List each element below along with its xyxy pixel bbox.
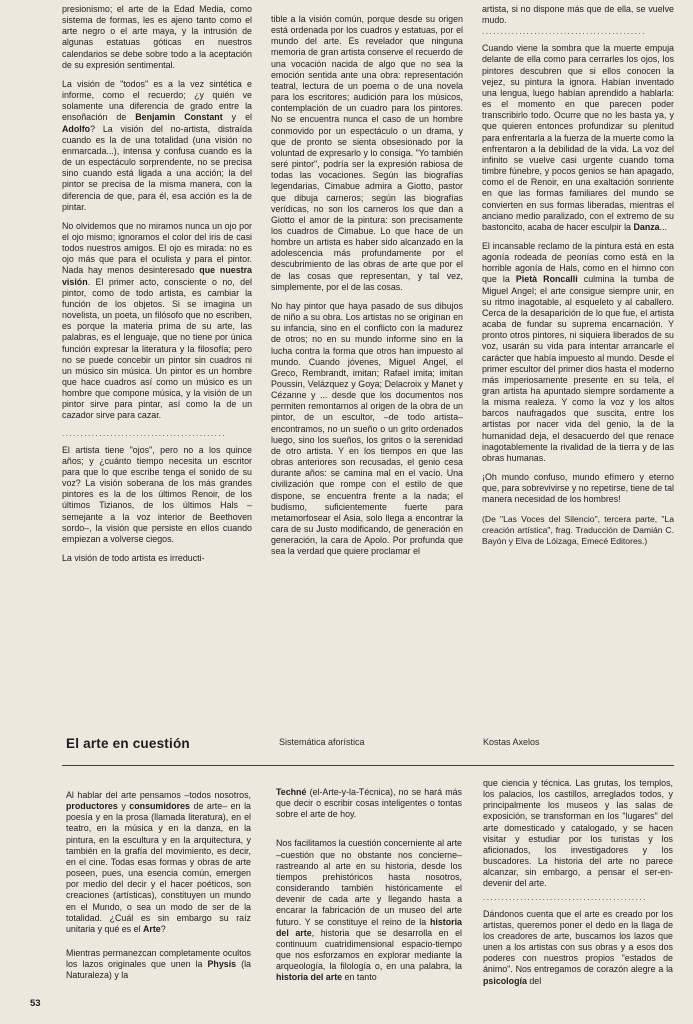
top-column-2 (271, 14, 463, 558)
paragraph: No hay pintor que haya pasado de sus dibujos de niño a su obra. Los artistas no se originan en su infancia, sino en el conflicto con la madurez de otros; no en su mundo informe sino en la lucha contra la forma que otros han impuesto al mundo. Cuando jóvenes, Miguel Angel, el Greco, Rembrandt, imitan; Rafael imita; imitan Poussin, Velázquez y Goya; Delacroix y Manet y Cézanne y ... desde que los documentos nos permiten remontarnos al origen de la obra de un pintor, de un escultor, –de todo artista– encontramos, no un sueño o un grito ordenados luego, sino los sueños, los gritos o la serenidad de otro artista. Y en los tiempos en que las obras anteriores son recusadas, el genio cesa durante años: se camina mal en el vacío. Una civilización que rompe con el estilo de que dispone, se encuentra frente a la nada; el budismo, suficientemente fuerte para metamorfosear el Asia, solo llega a encontrar la cara de su Justo modificando, de generación en generación, la cara de Apolo. Por profunda que sea la verdad que quiere proclamar el (271, 300, 463, 557)
article2-column-2 (276, 787, 462, 984)
article-title: El arte en cuestión (66, 736, 190, 751)
paragraph: Cuando viene la sombra que la muerte empuja delante de ella como para cerrarles los ojos, los pintores descubren que si ellos conocen la vejez, su pintura la ignora. Habían inventado una lengua, luego habían aprendido a hablarla: es el momento en que parecen poder transcribirlo todo. Ocurre que no les basta ya, y que quieren entonces profundizar su plenitud para enfrentarla a la fuerza de la muerte como la enfrentaron a la debilidad de la vida. La voz del infinito se vuelve casi urgente cuando toma timbre fúnebre, y pocos genios se han apagado, como el de Renoir, en una exaltación sonriente en que las formas familiares del mundo se convierten en sus formas liberadas, mientras el anciano medio paralizado, con el extremo de su bastoncito, acaba de hacer esculpir la Danza... (482, 43, 674, 232)
article2-column-3 (483, 778, 673, 987)
page-number: 53 (30, 998, 41, 1009)
top-column-1 (62, 4, 252, 564)
section-separator: ............................................ (62, 429, 226, 438)
paragraph: artista, si no dispone más que de ella, se vuelve mudo. (482, 4, 674, 26)
paragraph: Nos facilitamos la cuestión concerniente al arte –cuestión que no obstante nos concierne– rastreando al arte en su historia, desde los tiempos prehistóricos hasta nosotros, considerando también históricamente el devenir de cada arte y llegando hasta a encarar la fabricación de un museo del arte futuro. Y se constituye el reino de la historia del arte, historia que se desarrolla en el continuum cuatridimensional espacio-tiempo que nos esforzamos en explorar mediante la arqueología, la filología o, en una palabra, la historia del arte en tanto (276, 838, 462, 983)
paragraph: Al hablar del arte pensamos –todos nosotros, productores y consumidores de arte– en la poesía y en la prosa (llamada literatura), en el teatro, en la música y en la danza, en la pintura, en la escultura y en la arquitectura, y también en la grafía del movimiento, es decir, en el cine. Todas esas formas y obras de arte poseen, pues, una esencia común, emergen por medio del decir y el hacer poéticos, son creaciones (artísticas), constituyen un mundo en el Mundo, o sea un modo de ser de la totalidad. ¿Cuál es sin embargo su raíz unitaria y qué es el Arte? (66, 790, 251, 934)
paragraph: ¡Oh mundo confuso, mundo efímero y eterno que, para sobrevivirse y no repetirse, tiene de tal manera necesidad de los hombres! (482, 472, 674, 505)
paragraph: Mientras permanezcan completamente ocultos los lazos originales que unen la Physis (la Naturaleza) y la (66, 948, 251, 981)
paragraph: La visión de "todos" es a la vez sintética e informe, como el recuerdo; ¿y quién ve solamente una diferencia de grado entre la ensoñación de Benjamin Constant y el Adolfo? La visión del no-artista, distraída cuando es la de una totalidad (una visión no enmarcada...), intensa y confusa cuando es la de un espectáculo sorprendente, no se precisa sino cuando está ligada a una acción; la del pintor se precisa de la misma manera, con la diferencia de que, para él, esa acción es la de pintar. (62, 78, 253, 212)
paragraph: tible a la visión común, porque desde su origen está ordenada por los cuadros y estatuas, por el mundo del arte. Es revelador que ninguna memoria de gran artista conserve el recuerdo de una vocación nacida de algo que no sea la emoción sentida ante una obra: representación teatral, lectura de un poema o de una novela para los escritores; audición para los músicos, contemplación de un cuadro para los pintores. No se encuentra nunca el caso de un hombre conmovido por un espectáculo o un drama, y que de pronto se sienta obsesionado por la voluntad de expresarlo y lo consiga. "Yo también seré pintor", podría ser la expresión rabiosa de todas las vocaciones. Según las biografías legendarias, Cimabue admira a Giotto, pastor que dibuja carneros; según las biografías verídicas, no son los carneros los que dan a Giotto el amor de la pintura: son precisamente los cuadros de Cimabue. Lo que hace de un hombre un artista es haber sido alcanzado en la adolescencia más profundamente por el descubrimiento de las obras de arte que por el de las cosas que representan, y tal vez, simplemente, por el de las cosas. (271, 14, 463, 292)
paragraph: El artista tiene "ojos", pero no a los quince años; y ¿cuánto tiempo necesita un escritor para que lo que escribe tenga el sonido de su voz? La visión soberana de los más grandes pintores es la de los últimos Renoir, de los últimos Tizianos, de los últimos Hals –semejante a la voz interior de Beethoven sordo–, la visión que persiste en ellos cuando empiezan a volverse ciegos. (62, 444, 252, 544)
top-column-3 (482, 4, 674, 547)
source-citation: (De "Las Voces del Silencio", tercera parte, "La creación artística", frag. Traducción de Damián C. Bayón y Elva de Lóizaga, Emecé Editores.) (482, 513, 674, 546)
section-separator: ............................................ (482, 28, 646, 37)
paragraph: Dándonos cuenta que el arte es creado por los artistas, queremos poner el dedo en la llaga de los creadores de arte, buscamos los lazos que unen a los artistas con sus obras y a esos dos poderes con nuestros propios "estados de ánimo". Nos entregamos de corazón alegre a la psicología del (483, 908, 673, 986)
article-author: Kostas Axelos (483, 737, 540, 747)
section-divider (62, 765, 674, 766)
paragraph: El incansable reclamo de la pintura está en esta agonía rodeada de peonías como está en la horrible agonía de Hals, como en el himno con que la Pietà Roncalli culmina la tumba de Miguel Angel; el arte consigue siempre unir, en su ritmo inagotable, al esqueleto y al caballero. Cerca de la desaparición de lo que fue, el artista acaba de fundar su suprema encarnación. Y pronto otros pintores, ni siquiera liberados de su voz, usarán su vida para intentar arrancarle el carácter que había impuesto al mundo. Desde el primer escultor del primer dios hasta el moderno más imperiosamente presente en su tela, el gran artista ha apuntado siempre sordamente a la misma realeza. Y como la voz y los altos barcos naufragados que suscita, entre los artistas por nacer vida del genio, la de la humanidad deja, el desacuerdo del que renace inagotablemente la rivalidad de la tierra y de las obras humanas. (482, 240, 675, 463)
paragraph: Techné (el-Arte-y-la-Técnica), no se hará más que decir o escribir cosas inteligentes o tontas sobre el arte de hoy. (276, 787, 462, 820)
article2-column-1 (66, 790, 251, 982)
section-separator: ............................................ (483, 893, 647, 902)
paragraph: La visión de todo artista es irreducti- (62, 553, 205, 564)
article-subtitle: Sistemática aforística (279, 737, 365, 747)
paragraph: presionismo; el arte de la Edad Media, como sistema de formas, les es ajeno tanto como el arte negro o el arte maya, y la intrusión de algunas estatuas góticas en nuestros calendarios se debe sobre todo a la aceptación de su expresión sentimental. (62, 4, 252, 70)
paragraph: No olvidemos que no miramos nunca un ojo por el ojo mismo; ignoramos el color del iris de casi todos nuestros amigos. El ojo es mirada: no es ojo más que para el oculista y para el pintor. Nada hay menos desinteresado que nuestra visión. El primer acto, consciente o no, del pintor, como de todo artista, es cambiar la función de los objetos. Si se imagina un novelista, un poeta, un filósofo que no escriben, es porque la materia prima de su arte, las palabras, es el lenguaje, que no tiene por única función expresar la literatura y la filosofía; pero no se puede concebir un pintor sin cuadros ni un músico sin música. Un pintor es un hombre que hace cuadros así como un músico es un hombre que compone música, y la visión de un pintor sirve para pintar, así como la de un cazador sirve para cazar. (62, 220, 252, 421)
paragraph: que ciencia y técnica. Las grutas, los templos, los palacios, los castillos, arreglados todos, y principalmente los museos y las salas de exposición, se transforman en los "lugares" del arte domesticado y catalogado, y se hacen visitar y estudiar por los turistas y los aficionados, los investigadores y los buscadores. La historia del arte no parece alcanzar, sin embargo, a pensar el ser-en-devenir del arte. (483, 778, 673, 889)
